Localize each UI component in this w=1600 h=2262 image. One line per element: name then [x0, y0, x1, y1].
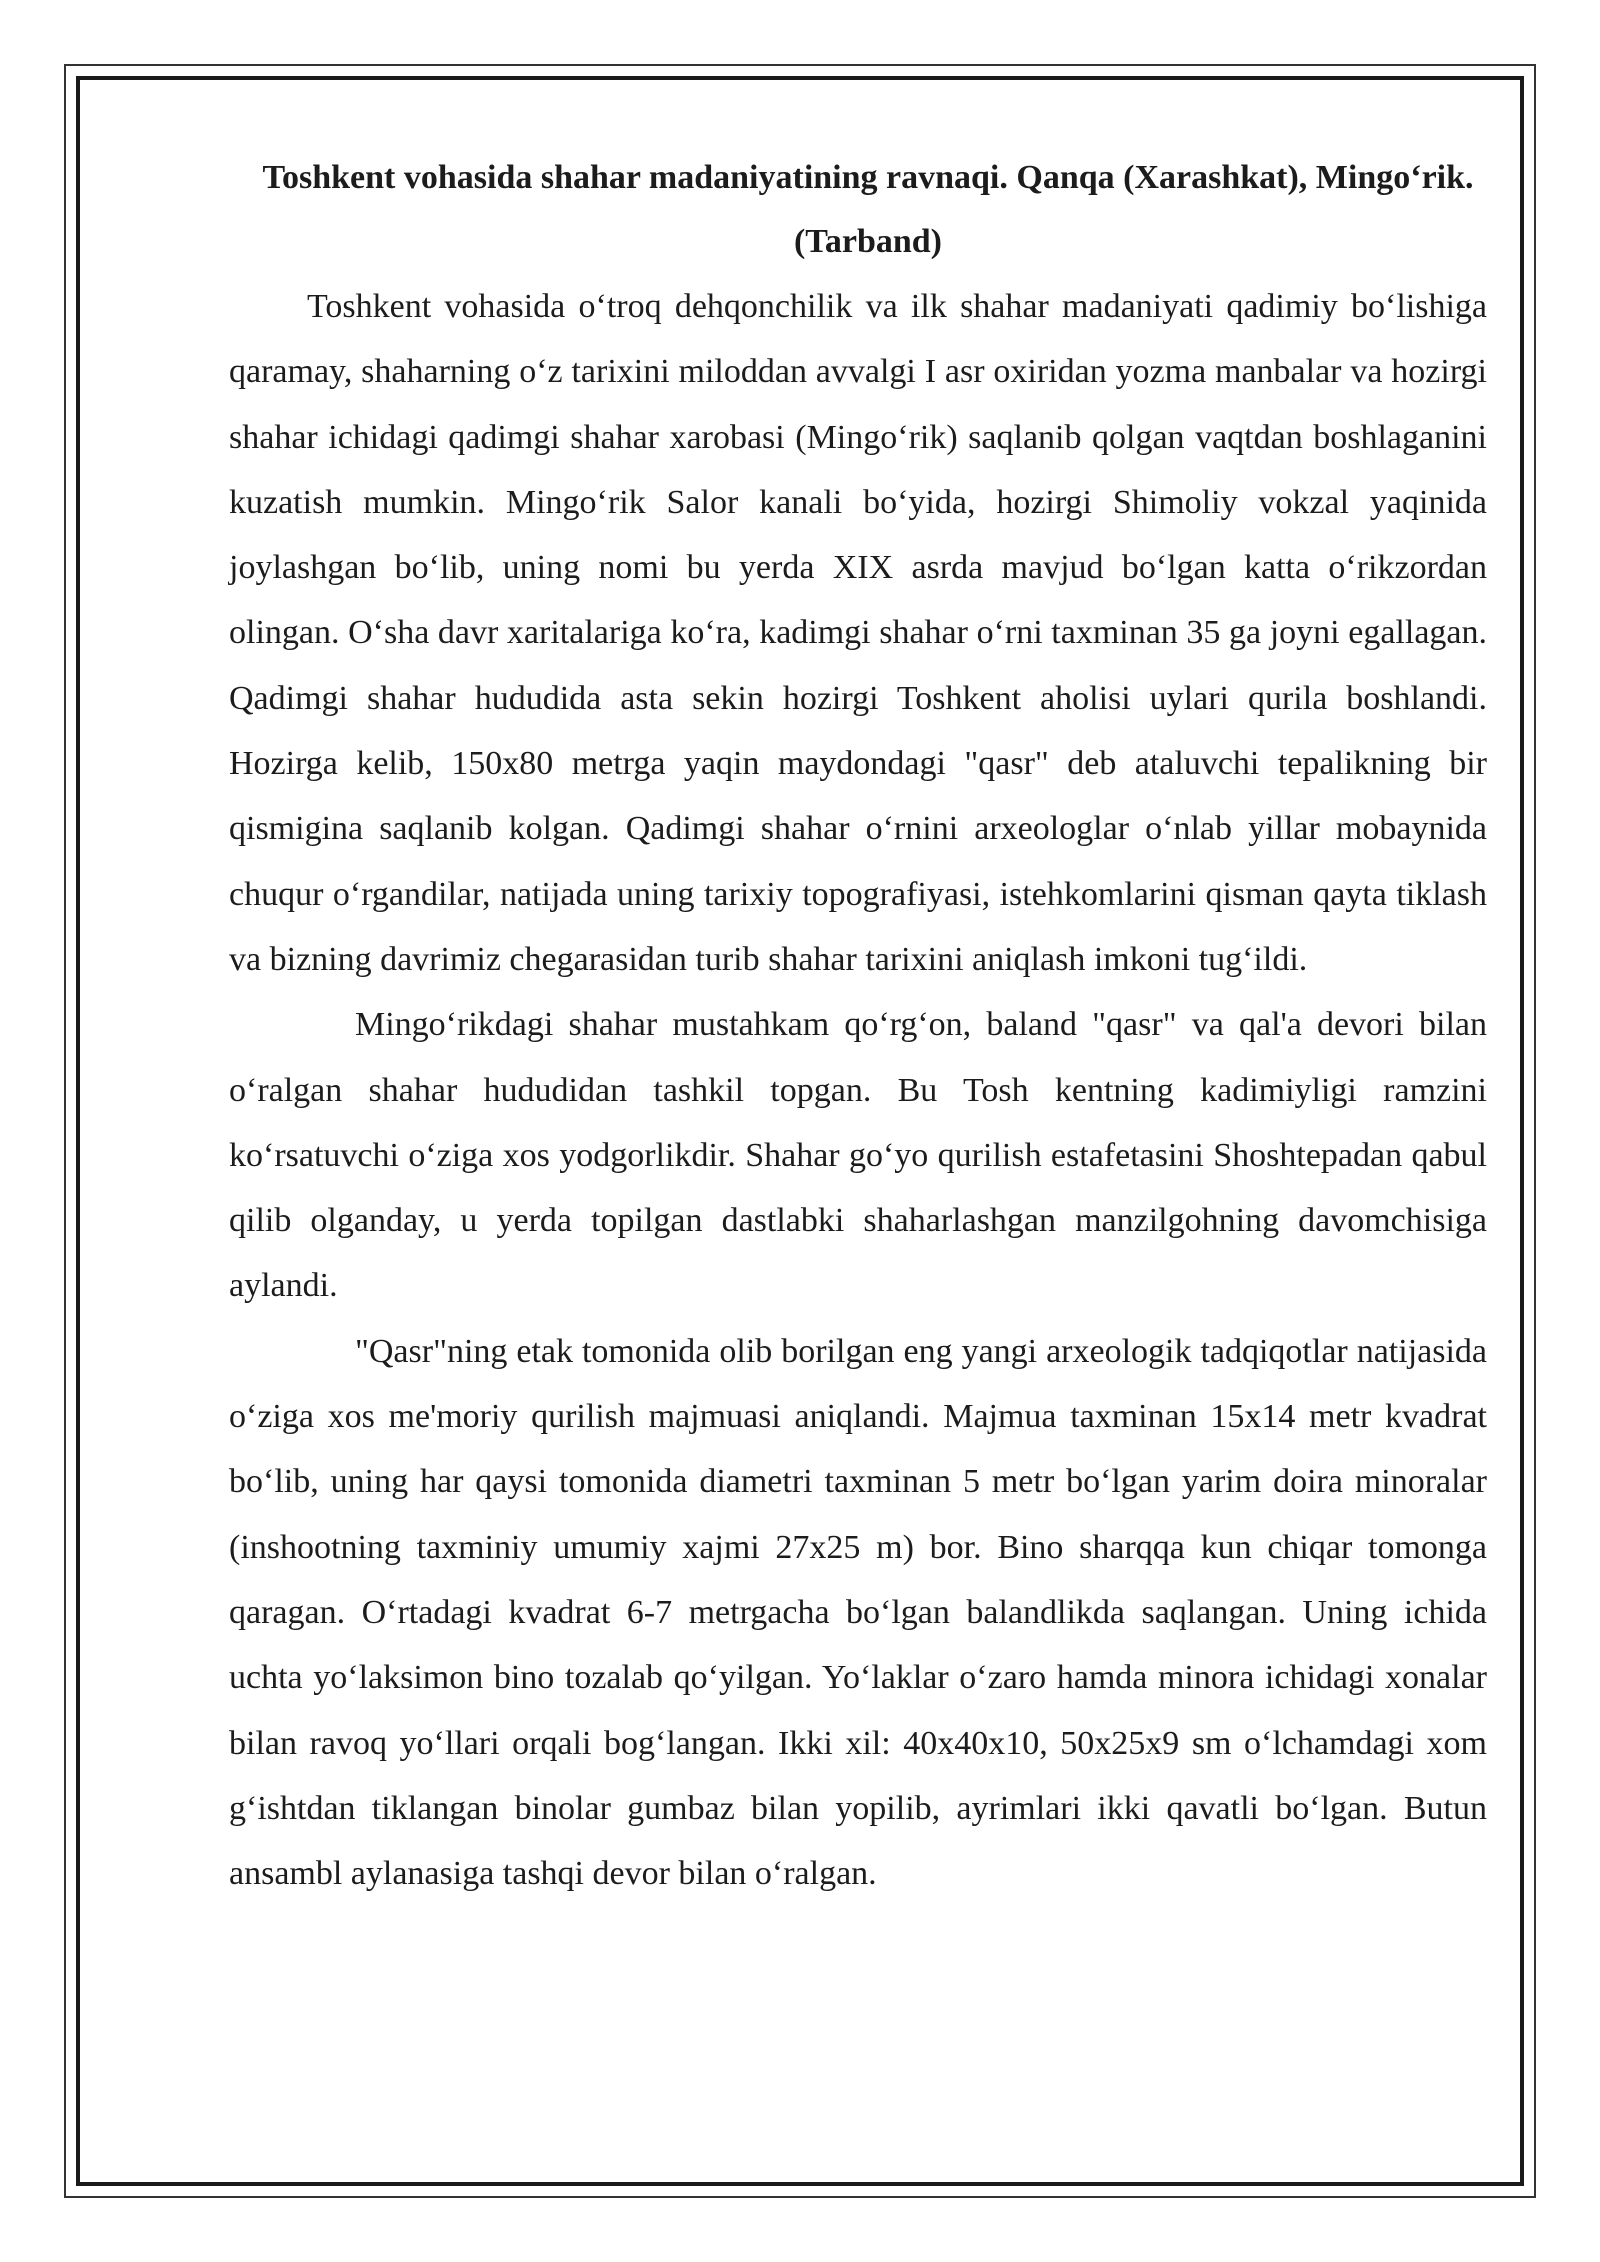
paragraph-2: Mingo‘rikdagi shahar mustahkam qo‘rg‘on, baland "qasr" va qal'a devori bilan o‘ralgan shahar hududidan tashkil topgan. Bu Tosh kentning kadimiyligi ramzini ko‘rsatuvchi o‘ziga xos yodgorlikdir. Shahar go‘yo qurilish estafetasini Shoshtepadan qabul qilib olganday, u yerda topilgan dastlabki shaharlashgan manzilgohning davomchisiga aylandi. [229, 1006, 1487, 1305]
document-title: Toshkent vohasida shahar madaniyatining ravnaqi. Qanqa (Xarashkat), Mingo‘rik. (Tarband) [262, 159, 1474, 260]
paragraph-3: "Qasr"ning etak tomonida olib borilgan eng yangi arxeologik tadqiqotlar natijasida o‘ziga xos me'moriy qurilish majmuasi aniqlandi. Majmua taxminan 15x14 metr kvadrat bo‘lib, uning har qaysi tomonida diametri taxminan 5 metr bo‘lgan yarim doira minoralar (inshootning taxminiy umumiy xajmi 27x25 m) bor. Bino sharqqa kun chiqar tomonga qaragan. O‘rtadagi kvadrat 6-7 metrgacha bo‘lgan balandlikda saqlangan. Uning ichida uchta yo‘laksimon bino tozalab qo‘yilgan. Yo‘laklar o‘zaro hamda minora ichidagi xonalar bilan ravoq yo‘llari orqali bog‘langan. Ikki xil: 40x40x10, 50x25x9 sm o‘lchamdagi xom g‘ishtdan tiklangan binolar gumbaz bilan yopilib, ayrimlari ikki qavatli bo‘lgan. Butun ansambl aylanasiga tashqi devor bilan o‘ralgan. [229, 1332, 1487, 1893]
document-body [229, 146, 1487, 1906]
paragraph-1: Toshkent vohasida o‘troq dehqonchilik va ilk shahar madaniyati qadimiy bo‘lishiga qaramay, shaharning o‘z tarixini miloddan avvalgi I asr oxiridan yozma manbalar va hozirgi shahar ichidagi qadimgi shahar xarobasi (Mingo‘rik) saqlanib qolgan vaqtdan boshlaganini kuzatish mumkin. Mingo‘rik Salor kanali bo‘yida, hozirgi Shimoliy vokzal yaqinida joylashgan bo‘lib, uning nomi bu yerda XIX asrda mavjud bo‘lgan katta o‘rikzordan olingan. O‘sha davr xaritalariga ko‘ra, kadimgi shahar o‘rni taxminan 35 ga joyni egallagan. Qadimgi shahar hududida asta sekin hozirgi Toshkent aholisi uylari qurila boshlandi. Hozirga kelib, 150x80 metrga yaqin maydondagi "qasr" deb ataluvchi tepalikning bir qismigina saqlanib kolgan. Qadimgi shahar o‘rnini arxeologlar o‘nlab yillar mobaynida chuqur o‘rgandilar, natijada uning tarixiy topografiyasi, istehkomlarini qisman qayta tiklash va bizning davrimiz chegarasidan turib shahar tarixini aniqlash imkoni tug‘ildi. [229, 288, 1487, 978]
